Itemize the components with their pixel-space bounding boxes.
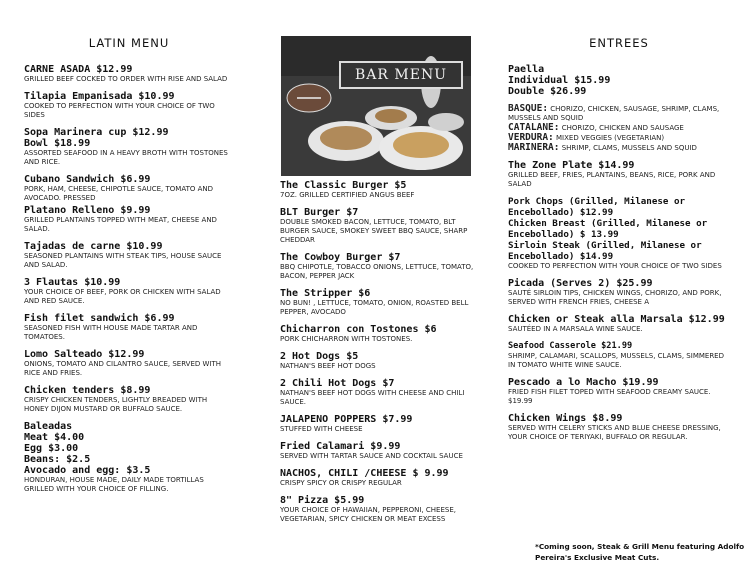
item-desc: SEASONED FISH WITH HOUSE MADE TARTAR AND TOMATOES. — [24, 324, 198, 341]
item-desc: COOKED TO PERFECTION WITH YOUR CHOICE OF TWO SIDES — [508, 262, 722, 270]
latin-menu-column — [24, 0, 234, 501]
baleada-meat: Meat $4.00 — [24, 432, 85, 443]
item-name: Chicharron con Tostones $6 — [280, 324, 437, 335]
item-name: Chicken or Steak alla Marsala $12.99 — [508, 314, 725, 325]
paella-option-marinera: MARINERA: SHRIMP, CLAMS, MUSSELS AND SQUID — [508, 142, 697, 153]
menu-item-flautas — [24, 277, 234, 306]
item-desc: NATHAN'S BEEF HOT DOGS — [280, 362, 376, 370]
menu-item-chicken-wings — [508, 413, 730, 442]
latin-menu-title: LATIN MENU — [88, 36, 170, 50]
item-desc: GRILLED BEEF COCKED TO ORDER WITH RISE AND SALAD — [24, 75, 228, 83]
item-name-bowl: Bowl $18.99 — [24, 138, 91, 149]
paella-option-verdura: VERDURA: MIXED VEGGIES (VEGETARIAN) — [508, 132, 665, 143]
item-name: Tilapia Empanisada $10.99 — [24, 91, 175, 102]
menu-item-lomo — [24, 349, 234, 378]
paella-individual: Individual $15.99 — [508, 75, 611, 86]
item-name: Lomo Salteado $12.99 — [24, 349, 145, 360]
menu-item-marsala — [508, 314, 730, 334]
item-desc: FRIED FISH FILET TOPED WITH SEAFOOD CREAMY SAUCE. $19.99 — [508, 388, 711, 405]
bar-food-illustration — [281, 36, 471, 176]
item-desc: YOUR CHOICE OF BEEF, PORK OR CHICKEN WITH SALAD AND RED SAUCE. — [24, 288, 221, 305]
item-desc: NATHAN'S BEEF HOT DOGS WITH CHEESE AND CHILI SAUCE. — [280, 389, 465, 406]
menu-item-seafood-casserole — [508, 341, 730, 370]
menu-item-pizza — [280, 495, 486, 524]
entrees-title: ENTREES — [589, 36, 649, 50]
item-desc: COOKED TO PERFECTION WITH YOUR CHOICE OF TWO SIDES — [24, 102, 215, 119]
menu-item-classic-burger — [280, 180, 486, 200]
item-name: 8" Pizza $5.99 — [280, 495, 365, 506]
menu-item-chicken-tenders — [24, 385, 234, 414]
item-name: CARNE ASADA $12.99 — [24, 64, 133, 75]
item-desc: SHRIMP, CALAMARI, SCALLOPS, MUSSELS, CLAMS, SIMMERED IN TOMATO WHITE WINE SAUCE. — [508, 352, 724, 369]
item-desc: GRILLED BEEF, FRIES, PLANTAINS, BEANS, RICE, PORK AND SALAD — [508, 171, 716, 188]
menu-item-pescado — [508, 377, 730, 406]
item-desc: PORK, HAM, CHEESE, CHIPOTLE SAUCE, TOMATO AND AVOCADO. PRESSED — [24, 185, 214, 202]
item-name: Pescado a lo Macho $19.99 — [508, 377, 659, 388]
item-name: The Cowboy Burger $7 — [280, 252, 401, 263]
item-name: Baleadas — [24, 421, 73, 432]
menu-item-carne-asada — [24, 64, 234, 84]
menu-item-tilapia — [24, 91, 234, 120]
baleada-egg: Egg $3.00 — [24, 443, 79, 454]
item-name: Seafood Casserole $21.99 — [508, 341, 633, 351]
item-name: Cubano Sandwich $6.99 — [24, 174, 151, 185]
menu-item-fish-filet — [24, 313, 234, 342]
item-desc: CRISPY SPICY OR CRISPY REGULAR — [280, 479, 402, 487]
item-desc: SEASONED PLANTAINS WITH STEAK TIPS, HOUSE SAUCE AND SALAD. — [24, 252, 222, 269]
item-name: Sopa Marinera cup $12.99 — [24, 127, 169, 138]
menu-item-sopa-marinera — [24, 127, 234, 167]
bar-menu-column — [280, 180, 486, 531]
item-name: Chicken Wings $8.99 — [508, 413, 623, 424]
item-desc: STUFFED WITH CHEESE — [280, 425, 363, 433]
item-name: Tajadas de carne $10.99 — [24, 241, 163, 252]
menu-item-hot-dogs — [280, 351, 486, 371]
item-desc: DOUBLE SMOKED BACON, LETTUCE, TOMATO, BLT BURGER SAUCE, SMOKEY SWEET BBQ SAUCE, SHARP CHEDDAR — [280, 218, 468, 244]
item-name: NACHOS, CHILI /CHEESE $ 9.99 — [280, 468, 449, 479]
item-desc: SAUTÉED IN A MARSALA WINE SAUCE. — [508, 325, 643, 333]
menu-item-picada — [508, 278, 730, 307]
paella-option-basque: BASQUE: CHORIZO, CHICKEN, SAUSAGE, SHRIMP, CLAMS, MUSSELS AND SQUID — [508, 103, 720, 122]
item-desc: 7OZ. GRILLED CERTIFIED ANGUS BEEF — [280, 191, 415, 199]
menu-item-tajadas — [24, 241, 234, 270]
item-name: BLT Burger $7 — [280, 207, 359, 218]
menu-item-cowboy-burger — [280, 252, 486, 281]
menu-item-paella — [508, 64, 730, 97]
item-name: The Classic Burger $5 — [280, 180, 407, 191]
baleada-avocado-egg: Avocado and egg: $3.5 — [24, 465, 151, 476]
menu-item-zone-plate — [508, 160, 730, 189]
item-desc: GRILLED PLANTAINS TOPPED WITH MEAT, CHEESE AND SALAD. — [24, 216, 217, 233]
item-desc: HONDURAN, HOUSE MADE, DAILY MADE TORTILLAS GRILLED WITH YOUR CHOICE OF FILLING. — [24, 476, 204, 493]
menu-item-cubano — [24, 174, 234, 203]
paella-double: Double $26.99 — [508, 86, 587, 97]
menu-item-jalapeno-poppers — [280, 414, 486, 434]
item-desc: PORK CHICHARRON WITH TOSTONES. — [280, 335, 413, 343]
baleada-beans: Beans: $2.5 — [24, 454, 91, 465]
menu-item-baleadas — [24, 421, 234, 494]
menu-item-chicharron — [280, 324, 486, 344]
item-name: Platano Relleno $9.99 — [24, 205, 151, 216]
item-desc: ASSORTED SEAFOOD IN A HEAVY BROTH WITH TOSTONES AND RICE. — [24, 149, 228, 166]
menu-item-chili-hot-dogs — [280, 378, 486, 407]
menu-item-platano — [24, 205, 234, 234]
item-desc: YOUR CHOICE OF HAWAIIAN, PEPPERONI, CHEESE, VEGETARIAN, SPICY CHICKEN OR MEAT EXCESS — [280, 506, 456, 523]
menu-item-pork-chicken-sirloin — [508, 196, 730, 271]
sirloin-steak-line: Sirloin Steak (Grilled, Milanese or Encebollado) $14.99 — [508, 240, 702, 262]
bar-menu-title: BAR MENU — [339, 61, 463, 89]
paella-option-catalane: CATALANE: CHORIZO, CHICKEN AND SAUSAGE — [508, 122, 684, 133]
item-name: Picada (Serves 2) $25.99 — [508, 278, 653, 289]
entrees-column — [508, 0, 730, 449]
item-name: Fish filet sandwich $6.99 — [24, 313, 175, 324]
item-desc: SERVED WITH CELERY STICKS AND BLUE CHEESE DRESSING, YOUR CHOICE OF TERIYAKI, BUFFALO OR REGULAR. — [508, 424, 721, 441]
item-desc: ONIONS, TOMATO AND CILANTRO SAUCE, SERVED WITH RICE AND FRIES. — [24, 360, 222, 377]
item-desc: NO BUN! , LETTUCE, TOMATO, ONION, ROASTED BELL PEPPER, AVOCADO — [280, 299, 469, 316]
item-desc: BBQ CHIPOTLE, TOBACCO ONIONS, LETTUCE, TOMATO, BACON, PEPPER JACK — [280, 263, 474, 280]
item-name: 2 Hot Dogs $5 — [280, 351, 359, 362]
item-name: JALAPENO POPPERS $7.99 — [280, 414, 413, 425]
pork-chops-line: Pork Chops (Grilled, Milanese or Encebollado) $12.99 — [508, 196, 686, 218]
item-desc: SAUTÉ SIRLOIN TIPS, CHICKEN WINGS, CHORIZO, AND PORK, SERVED WITH FRENCH FRIES, CHEESE A — [508, 289, 722, 306]
item-name: Chicken tenders $8.99 — [24, 385, 151, 396]
item-name: The Zone Plate $14.99 — [508, 160, 635, 171]
chicken-breast-line: Chicken Breast (Grilled, Milanese or Encebollado) $ 13.99 — [508, 218, 708, 240]
item-desc: SERVED WITH TARTAR SAUCE AND COCKTAIL SAUCE — [280, 452, 463, 460]
menu-item-stripper — [280, 288, 486, 317]
coming-soon-footnote: *Coming soon, Steak & Grill Menu featuring Adolfo Pereira's Exclusive Meat Cuts. — [535, 542, 745, 562]
menu-item-blt-burger — [280, 207, 486, 245]
item-name: Paella — [508, 64, 545, 75]
item-name: The Stripper $6 — [280, 288, 371, 299]
item-name: 3 Flautas $10.99 — [24, 277, 121, 288]
menu-item-fried-calamari — [280, 441, 486, 461]
item-name: Fried Calamari $9.99 — [280, 441, 401, 452]
paella-options — [508, 104, 730, 153]
item-desc: CRISPY CHICKEN TENDERS, LIGHTLY BREADED WITH HONEY DIJON MUSTARD OR BUFFALO SAUCE. — [24, 396, 208, 413]
menu-item-nachos — [280, 468, 486, 488]
bar-menu-photo — [281, 36, 471, 176]
item-name: 2 Chili Hot Dogs $7 — [280, 378, 395, 389]
